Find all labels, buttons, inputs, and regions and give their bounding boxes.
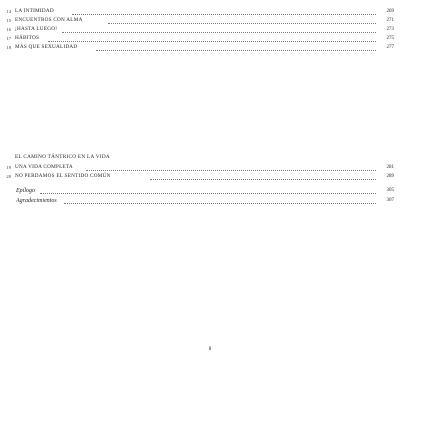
dot-leader <box>64 203 376 204</box>
chapter-title: UNA VIDA COMPLETA <box>15 164 73 170</box>
chapter-number: 14 <box>6 9 11 14</box>
dot-leader <box>86 170 376 171</box>
chapter-number: 15 <box>6 18 11 23</box>
page-number: 271 <box>386 18 394 23</box>
chapter-number: 19 <box>6 165 11 170</box>
page-number: 281 <box>386 165 394 170</box>
chapter-title: LA INTIMIDAD <box>15 8 54 14</box>
toc-entry-14 <box>0 7 424 16</box>
chapter-title: MÁS QUE SEXUALIDAD <box>15 44 78 50</box>
page-number: 269 <box>386 9 394 14</box>
chapter-title: ENCUENTROS CON ALMA <box>15 17 83 23</box>
toc-entry-18 <box>0 43 424 52</box>
toc-entry-15 <box>0 16 424 25</box>
page-number: 305 <box>386 188 394 193</box>
dot-leader <box>96 50 376 51</box>
chapter-number: 16 <box>6 27 11 32</box>
toc-entry-17 <box>0 34 424 43</box>
chapter-number: 17 <box>6 36 11 41</box>
section-heading: EL CAMINO TÁNTRICO EN LA VIDA <box>15 154 110 160</box>
toc-entry-acknowledgements <box>0 196 424 206</box>
page-number: 275 <box>386 36 394 41</box>
back-matter-title: Epílogo <box>16 188 35 194</box>
toc-entry-19 <box>0 163 424 172</box>
back-matter-title: Agradecimientos <box>16 198 57 204</box>
page-folio: 8 <box>208 347 212 352</box>
toc-entry-20 <box>0 172 424 181</box>
toc-entry-epilogue <box>0 186 424 196</box>
page-number: 277 <box>386 45 394 50</box>
dot-leader <box>72 14 376 15</box>
dot-leader <box>40 193 376 194</box>
dot-leader <box>48 41 376 42</box>
chapter-title: ¡HASTA LUEGO! <box>15 26 58 32</box>
dot-leader <box>108 23 376 24</box>
page-number: 273 <box>386 27 394 32</box>
chapter-title: NO PERDAMOS EL SENTIDO COMÚN <box>15 173 111 179</box>
chapter-number: 20 <box>6 174 11 179</box>
page-number: 289 <box>386 174 394 179</box>
chapter-number: 18 <box>6 45 11 50</box>
page-number: 307 <box>386 198 394 203</box>
dot-leader <box>150 179 376 180</box>
dot-leader <box>62 32 376 33</box>
chapter-title: HÁBITOS <box>15 35 40 41</box>
toc-entry-16 <box>0 25 424 34</box>
